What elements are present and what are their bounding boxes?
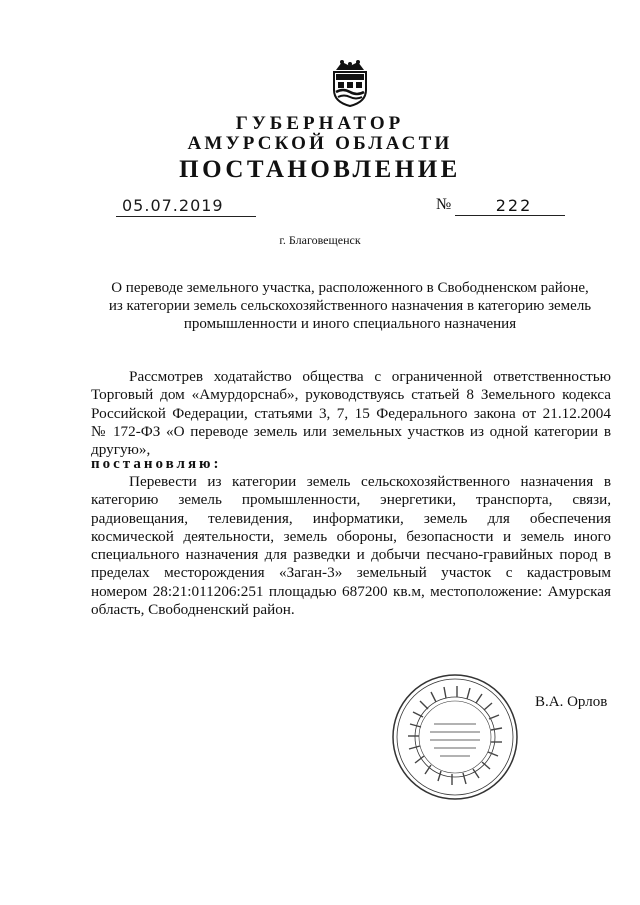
signature-name: В.А. Орлов: [535, 694, 608, 710]
text-line: пределах месторождения «Заган-3» земельный участок с кадастровым: [91, 564, 611, 582]
text-line: Перевести из категории земель сельскохозяйственного назначения в: [129, 473, 611, 490]
document-type: ПОСТАНОВЛЕНИЕ: [179, 156, 461, 183]
document-date: 05.07.2019: [116, 196, 256, 217]
city: г. Благовещенск: [279, 233, 361, 247]
text-line: № 172-ФЗ «О переводе земель или земельных участков из одной категории в: [91, 422, 611, 440]
text-line: Торговый дом «Амурдорснаб», руководствуясь статьей 8 Земельного кодекса: [91, 386, 611, 404]
subject-line: из категории земель сельскохозяйственного назначения в категорию земель: [108, 298, 592, 314]
number-label: №: [436, 196, 452, 213]
text-line: Российской Федерации, статьями 3, 7, 15 Федерального закона от 21.12.2004: [91, 404, 611, 422]
text-line: Рассмотрев ходатайство общества с ограниченной ответственностью: [129, 368, 611, 385]
resolution-paragraph: [91, 473, 611, 619]
preamble-paragraph: [91, 368, 611, 459]
header-region: АМУРСКОЙ ОБЛАСТИ: [187, 133, 453, 154]
header-governor: ГУБЕРНАТОР: [235, 113, 405, 134]
text-line: радиовещания, телевидения, информатики, земель для обеспечения: [91, 509, 611, 527]
subject-line: промышленности и иного специального назначения: [183, 316, 517, 332]
document-subject: [70, 279, 630, 333]
official-stamp-icon: [390, 672, 520, 802]
text-line: специального назначения для разведки и добычи песчано-гравийных пород в: [91, 546, 611, 564]
text-line: другую»,: [91, 441, 151, 459]
resolve-word: постановляю:: [91, 456, 222, 472]
document-number: 222: [455, 196, 565, 216]
text-line: область, Свободненский район.: [91, 601, 295, 619]
text-line: космической деятельности, земель обороны, безопасности и земель иного: [91, 527, 611, 545]
text-line: номером 28:21:011206:251 площадью 687200 кв.м, местоположение: Амурская: [91, 582, 611, 600]
text-line: категорию земель промышленности, энергетики, транспорта, связи,: [91, 491, 611, 509]
subject-line: О переводе земельного участка, расположенного в Свободненском районе,: [111, 280, 589, 296]
coat-of-arms-icon: [328, 58, 372, 108]
